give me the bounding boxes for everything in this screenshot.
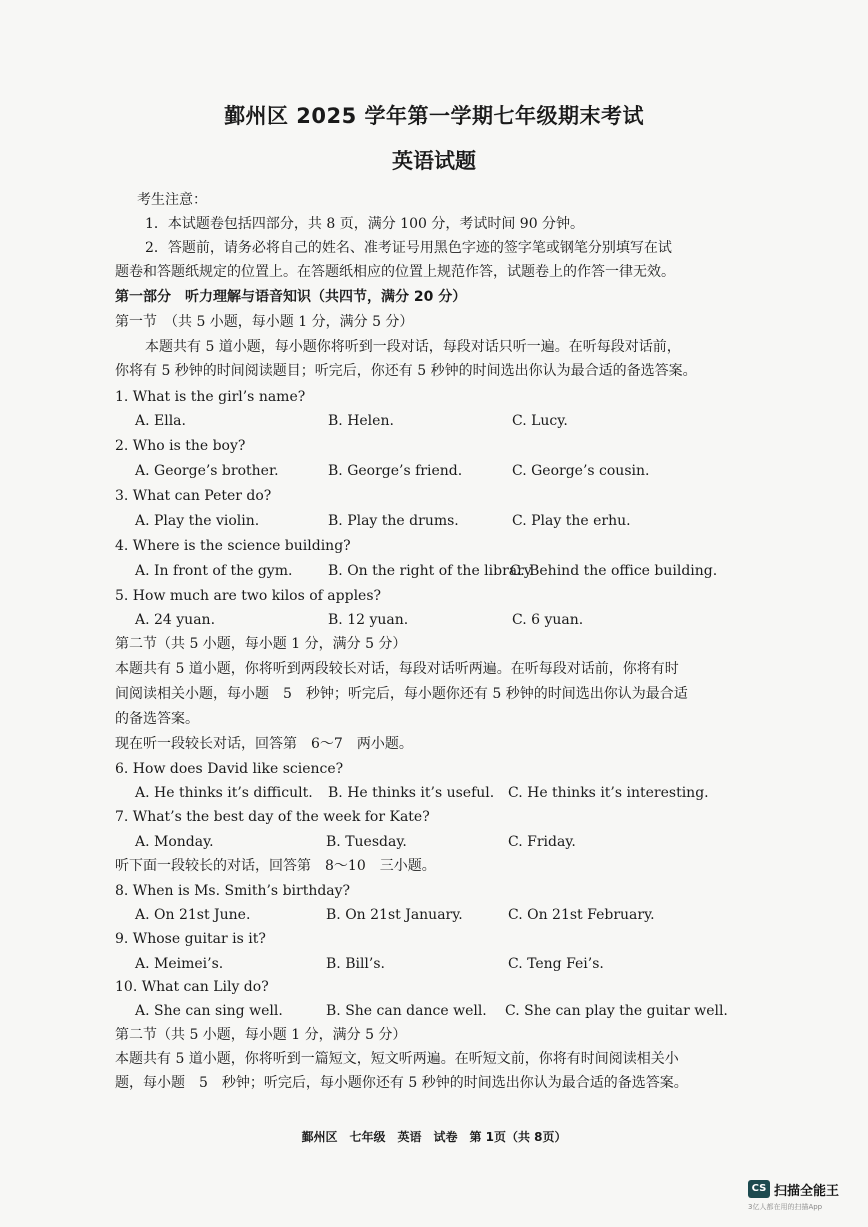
q4-option-c: C. Behind the office building. bbox=[510, 563, 718, 579]
question-9: 9. Whose guitar is it? bbox=[115, 931, 266, 947]
section3-instructions-line1: 本题共有 5 道小题，你将听到一篇短文，短文听两遍。在听短文前，你将有时间阅读相关小 bbox=[115, 1051, 679, 1067]
q7-option-a: A. Monday. bbox=[135, 834, 214, 850]
scanner-watermark bbox=[748, 1178, 860, 1216]
notice-item-1: 1．本试题卷包括四部分，共 8 页，满分 100 分，考试时间 90 分钟。 bbox=[145, 216, 585, 232]
section1-instructions-line1: 本题共有 5 道小题，每小题你将听到一段对话，每段对话只听一遍。在听每段对话前， bbox=[145, 339, 681, 355]
question-6: 6. How does David like science? bbox=[115, 761, 344, 777]
q6-option-c: C. He thinks it’s interesting. bbox=[508, 785, 709, 801]
section1-heading: 第一节 （共 5 小题，每小题 1 分，满分 5 分） bbox=[115, 314, 414, 330]
q3-option-c: C. Play the erhu. bbox=[512, 513, 631, 529]
question-10: 10. What can Lily do? bbox=[115, 979, 269, 995]
section2-instructions-line2: 间阅读相关小题，每小题 5 秒钟；听完后，每小题你还有 5 秒钟的时间选出你认为最合适 bbox=[115, 686, 688, 702]
question-2: 2. Who is the boy? bbox=[115, 438, 246, 454]
q2-option-a: A. George’s brother. bbox=[135, 463, 279, 479]
q9-option-c: C. Teng Fei’s. bbox=[508, 956, 604, 972]
q10-option-b: B. She can dance well. bbox=[326, 1003, 487, 1019]
q5-option-a: A. 24 yuan. bbox=[135, 612, 216, 628]
notice-item-2-line2: 题卷和答题纸规定的位置上。在答题纸相应的位置上规范作答，试题卷上的作答一律无效。 bbox=[115, 264, 675, 280]
q1-option-b: B. Helen. bbox=[328, 413, 394, 429]
q5-option-b: B. 12 yuan. bbox=[328, 612, 409, 628]
section2-heading: 第二节（共 5 小题，每小题 1 分，满分 5 分） bbox=[115, 636, 407, 652]
section2-sub-instruction-2: 听下面一段较长的对话，回答第 8～10 三小题。 bbox=[115, 858, 436, 874]
part1-heading: 第一部分 听力理解与语音知识（共四节，满分 20 分） bbox=[115, 289, 467, 305]
q10-option-a: A. She can sing well. bbox=[135, 1003, 283, 1019]
q9-option-b: B. Bill’s. bbox=[326, 956, 385, 972]
q1-option-a: A. Ella. bbox=[135, 413, 186, 429]
q7-option-b: B. Tuesday. bbox=[326, 834, 407, 850]
camscanner-logo-icon: CS bbox=[748, 1180, 770, 1198]
q8-option-a: A. On 21st June. bbox=[135, 907, 251, 923]
q8-option-c: C. On 21st February. bbox=[508, 907, 655, 923]
q2-option-c: C. George’s cousin. bbox=[512, 463, 650, 479]
question-1: 1. What is the girl’s name? bbox=[115, 389, 306, 405]
q4-option-a: A. In front of the gym. bbox=[135, 563, 293, 579]
q3-option-b: B. Play the drums. bbox=[328, 513, 459, 529]
q7-option-c: C. Friday. bbox=[508, 834, 576, 850]
q4-option-b: B. On the right of the library. bbox=[328, 563, 535, 579]
q2-option-b: B. George’s friend. bbox=[328, 463, 463, 479]
exam-subtitle: 英语试题 bbox=[392, 149, 476, 173]
q5-option-c: C. 6 yuan. bbox=[512, 612, 584, 628]
section2-sub-instruction-1: 现在听一段较长对话，回答第 6～7 两小题。 bbox=[115, 736, 413, 752]
question-3: 3. What can Peter do? bbox=[115, 488, 272, 504]
section3-heading: 第二节（共 5 小题，每小题 1 分，满分 5 分） bbox=[115, 1027, 407, 1043]
scanner-tagline: 3亿人都在用的扫描App bbox=[748, 1203, 823, 1211]
question-4: 4. Where is the science building? bbox=[115, 538, 351, 554]
exam-title: 鄞州区 2025 学年第一学期七年级期末考试 bbox=[223, 104, 645, 128]
scanner-app-name: 扫描全能王 bbox=[774, 1184, 840, 1199]
notice-heading: 考生注意： bbox=[137, 192, 207, 208]
section3-instructions-line2: 题，每小题 5 秒钟；听完后，每小题你还有 5 秒钟的时间选出你认为最合适的备选答案。 bbox=[115, 1075, 688, 1091]
q3-option-a: A. Play the violin. bbox=[135, 513, 260, 529]
notice-item-2-line1: 2．答题前，请务必将自己的姓名、准考证号用黑色字迹的签字笔或钢笔分别填写在试 bbox=[145, 240, 672, 256]
section1-instructions-line2: 你将有 5 秒钟的时间阅读题目；听完后，你还有 5 秒钟的时间选出你认为最合适的备选答案。 bbox=[115, 363, 697, 379]
question-8: 8. When is Ms. Smith’s birthday? bbox=[115, 883, 351, 899]
q6-option-b: B. He thinks it’s useful. bbox=[328, 785, 495, 801]
q10-option-c: C. She can play the guitar well. bbox=[505, 1003, 728, 1019]
page-footer: 鄞州区 七年级 英语 试卷 第 1页（共 8页） bbox=[301, 1130, 567, 1144]
q8-option-b: B. On 21st January. bbox=[326, 907, 463, 923]
section2-instructions-line1: 本题共有 5 道小题，你将听到两段较长对话，每段对话听两遍。在听每段对话前，你将有时 bbox=[115, 661, 679, 677]
section2-instructions-line3: 的备选答案。 bbox=[115, 711, 199, 727]
question-7: 7. What’s the best day of the week for Kate? bbox=[115, 809, 430, 825]
question-5: 5. How much are two kilos of apples? bbox=[115, 588, 382, 604]
q6-option-a: A. He thinks it’s difficult. bbox=[135, 785, 313, 801]
q9-option-a: A. Meimei’s. bbox=[135, 956, 224, 972]
q1-option-c: C. Lucy. bbox=[512, 413, 568, 429]
